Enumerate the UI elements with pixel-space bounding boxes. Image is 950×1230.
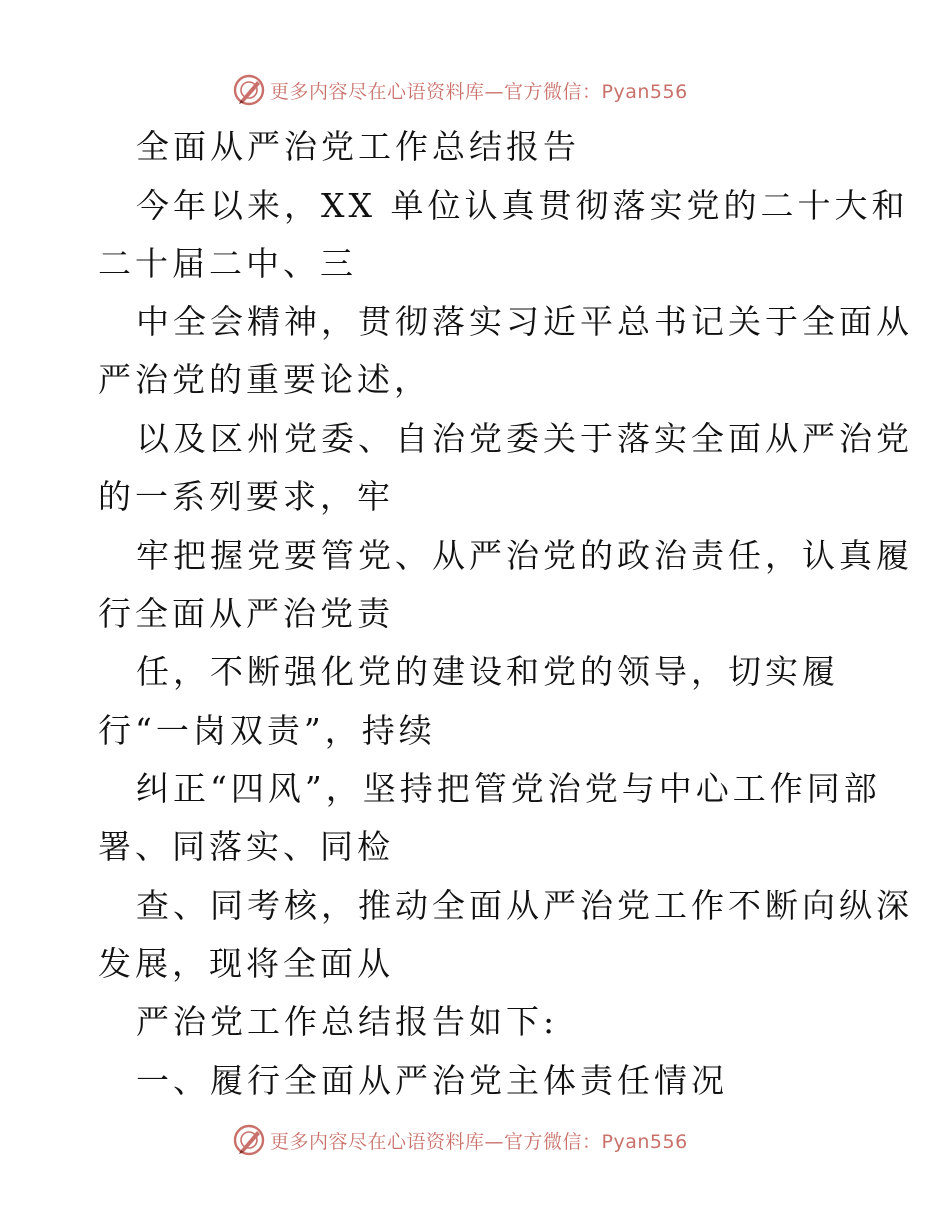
paragraph-line: 的一系列要求，牢 bbox=[98, 477, 394, 516]
header-watermark-banner bbox=[232, 70, 712, 110]
paragraph-line: 严治党的重要论述， bbox=[98, 360, 431, 399]
document-title: 全面从严治党工作总结报告 bbox=[136, 127, 580, 166]
section-heading: 一、履行全面从严治党主体责任情况 bbox=[136, 1061, 728, 1100]
paragraph-line: 署、同落实、同检 bbox=[98, 827, 394, 866]
paragraph-line: 行“一岗双责”，持续 bbox=[98, 711, 436, 750]
paragraph-line: 任，不断强化党的建设和党的领导，切实履 bbox=[136, 652, 839, 691]
paragraph-line: 以及区州党委、自治党委关于落实全面从严治党 bbox=[136, 419, 913, 458]
paragraph-line: 严治党工作总结报告如下: bbox=[136, 1002, 559, 1041]
pen-circle-logo-icon bbox=[232, 73, 266, 107]
pen-circle-logo-icon bbox=[232, 1123, 266, 1157]
paragraph-line: 中全会精神，贯彻落实习近平总书记关于全面从 bbox=[136, 302, 913, 341]
paragraph-line: 发展，现将全面从 bbox=[98, 944, 394, 983]
footer-banner-text: 更多内容尽在心语资料库—官方微信：Pyan556 bbox=[270, 1130, 688, 1153]
paragraph-line: 查、同考核，推动全面从严治党工作不断向纵深 bbox=[136, 886, 913, 925]
paragraph-line: 牢把握党要管党、从严治党的政治责任，认真履 bbox=[136, 536, 913, 575]
paragraph-line: 今年以来，XX 单位认真贯彻落实党的二十大和 bbox=[136, 186, 909, 225]
paragraph-line: 纠正“四风”，坚持把管党治党与中心工作同部 bbox=[136, 769, 881, 808]
footer-watermark-banner bbox=[232, 1120, 712, 1160]
header-banner-text: 更多内容尽在心语资料库—官方微信：Pyan556 bbox=[270, 80, 688, 103]
paragraph-line: 行全面从严治党责 bbox=[98, 594, 394, 633]
paragraph-line: 二十届二中、三 bbox=[98, 244, 357, 283]
